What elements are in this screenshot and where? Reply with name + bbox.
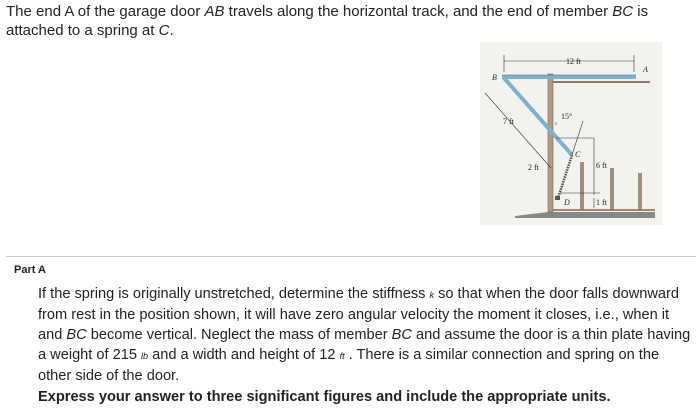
instructions: Express your answer to three significant figures and include the appropriate units. [38,389,611,405]
label-c: C [575,150,581,159]
text: and a width and height of 12 [148,347,340,363]
unit-ft: ft [339,351,345,361]
unit-lb: lb [141,351,149,361]
var-k: k [429,290,435,300]
label-7ft: 7 ft [503,117,514,126]
label-a: A [643,65,648,74]
figure-background [480,42,662,225]
text: and assume the door is a thin plate having a weight of 215 [38,327,691,363]
label-6ft: 6 ft [596,161,607,170]
text: . There is a similar connection and spring on the other side of the door. [38,347,660,384]
part-title: Part A [14,264,46,276]
text: The end A of the garage door [6,3,205,20]
text: . [169,22,174,39]
part-a-statement [38,284,693,386]
label-15deg: 15° [561,112,573,121]
label-1ft: 1 ft [596,198,607,207]
text: become vertical. Neglect the mass of member [86,327,392,343]
text: C [158,22,170,39]
label-12ft: 12 ft [566,57,581,66]
text: is attached to a spring at [6,3,649,39]
text: BC [391,327,412,343]
text: If the spring is originally unstretched, determine the stiffness [38,286,430,302]
wall-post [548,74,553,212]
label-d: D [564,198,570,207]
text: BC [612,3,634,20]
text: BC [66,327,87,343]
text: travels along the horizontal track, and the end of member [224,3,613,20]
divider [6,256,696,257]
label-b: B [492,73,497,82]
label-2ft: 2 ft [528,163,539,172]
text: AB [204,3,225,20]
text: so that when the door falls downward from rest in the position shown, it will have zero angular velocity the moment it closes, i.e., when it and [38,286,680,343]
